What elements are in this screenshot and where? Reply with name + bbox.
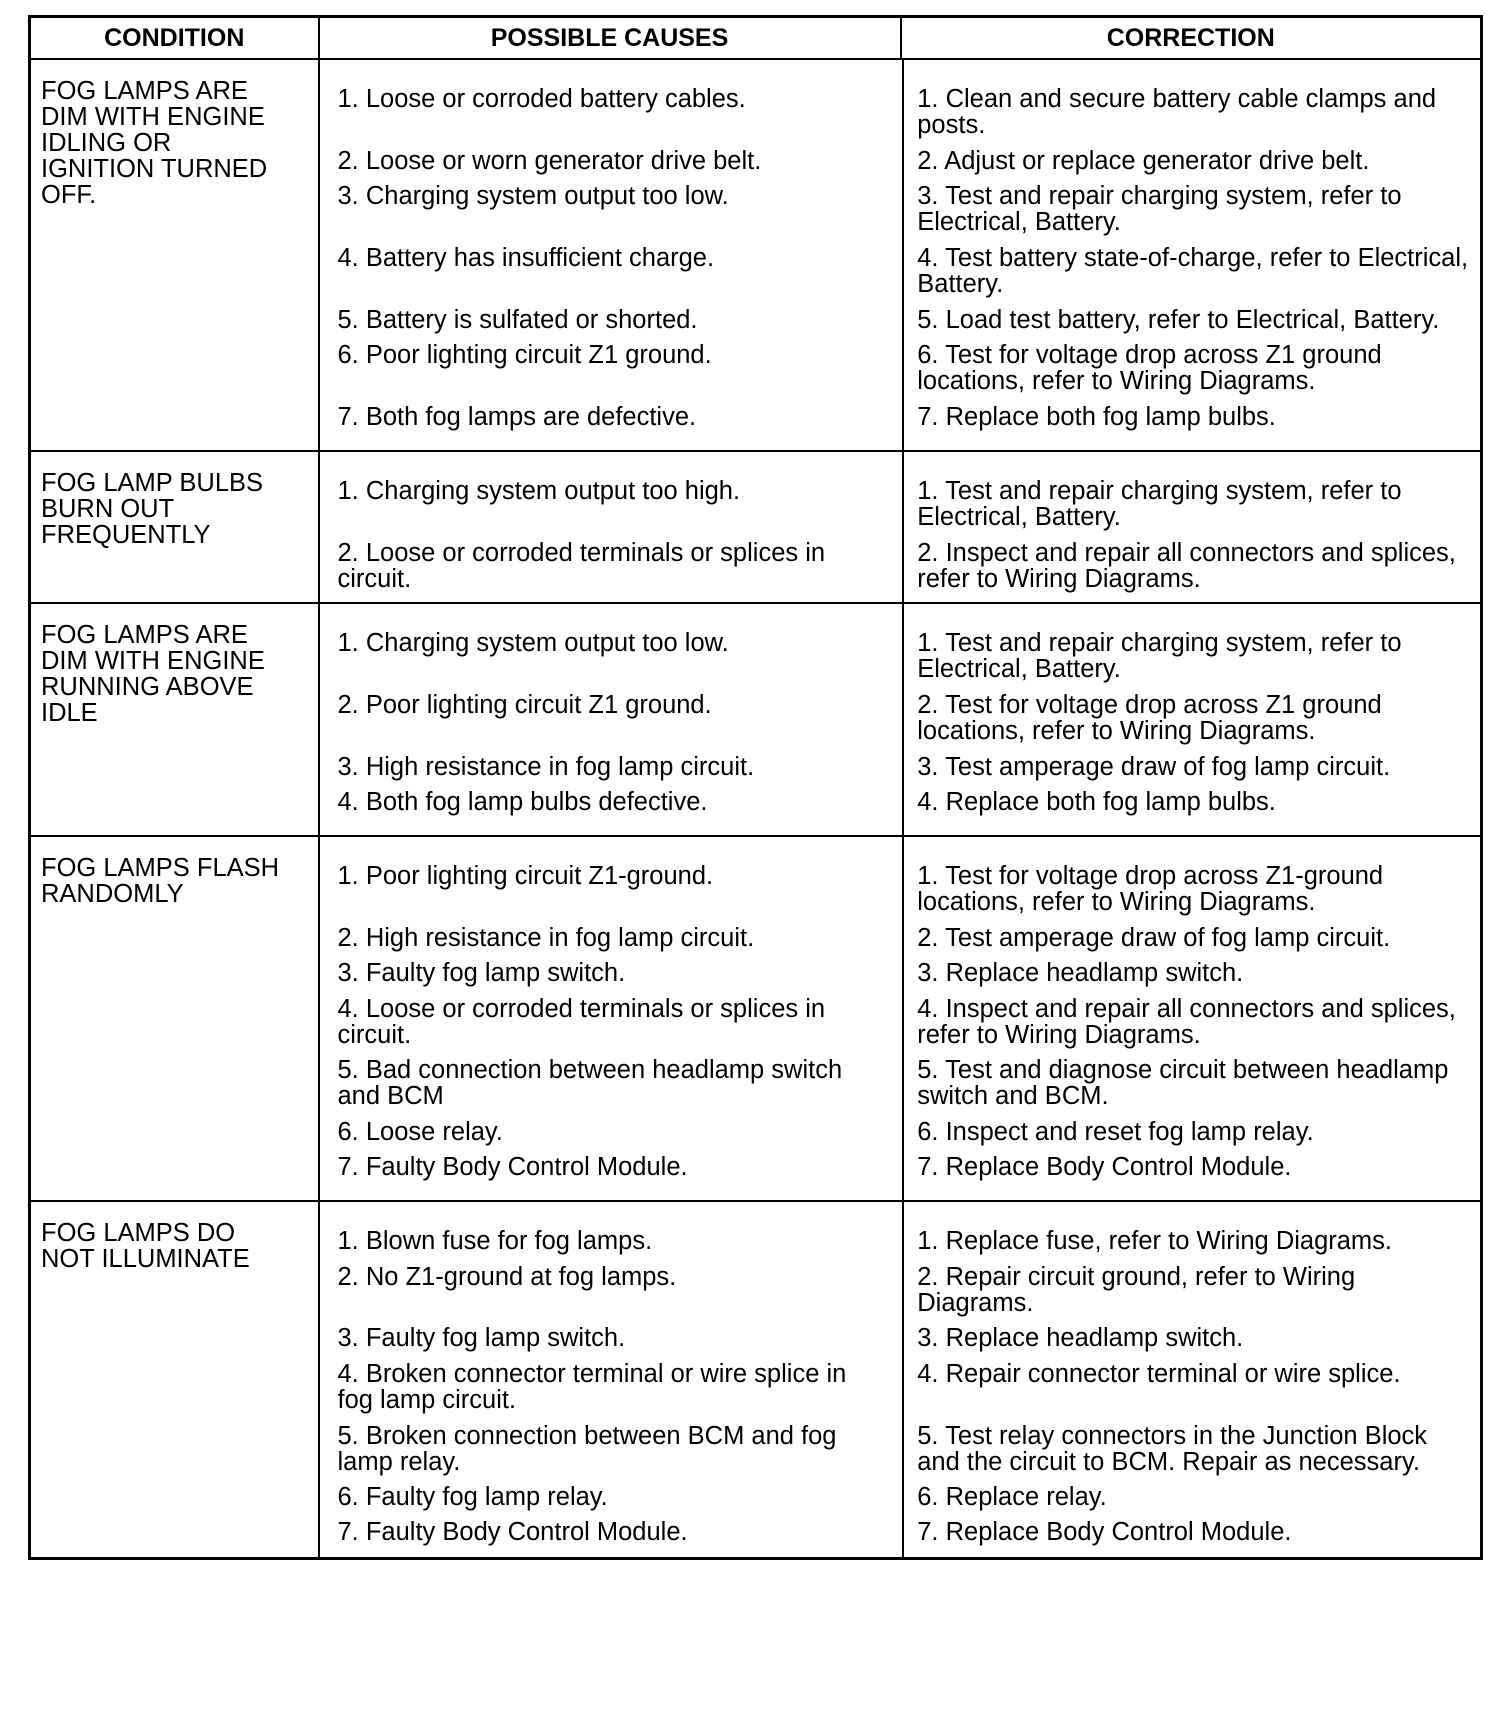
list-item: [320, 1228, 1481, 1254]
list-item: [320, 960, 1481, 986]
condition-cell: FOG LAMPS FLASH RANDOMLY: [30, 836, 319, 1201]
possible-cause: 2. High resistance in fog lamp circuit.: [337, 924, 755, 952]
cause-correction-cell: [319, 603, 1482, 836]
list-item: [320, 1154, 1481, 1180]
header-condition: CONDITION: [30, 17, 319, 60]
list-item: [320, 148, 1481, 174]
list-item: [320, 754, 1481, 780]
condition-cell: FOG LAMPS ARE DIM WITH ENGINE RUNNING ABOVE IDLE: [30, 603, 319, 836]
possible-cause: 4. Battery has insufficient charge.: [337, 244, 715, 272]
list-item: [320, 1264, 1481, 1316]
possible-cause: 7. Faulty Body Control Module.: [337, 1153, 688, 1181]
correction: 1. Test and repair charging system, refer to Electrical, Battery.: [917, 629, 1402, 683]
table-row: [30, 59, 1482, 451]
correction: 7. Replace Body Control Module.: [917, 1518, 1292, 1546]
correction: 3. Test amperage draw of fog lamp circuit.: [917, 753, 1391, 781]
list-item: [320, 404, 1481, 430]
possible-cause: 1. Charging system output too high.: [337, 477, 741, 505]
list-item: [320, 789, 1481, 815]
correction: 4. Inspect and repair all connectors and splices, refer to Wiring Diagrams.: [917, 995, 1456, 1049]
list-item: [320, 1423, 1481, 1475]
list-item: [320, 1057, 1481, 1109]
correction: 3. Replace headlamp switch.: [917, 1324, 1244, 1352]
possible-cause: 2. Poor lighting circuit Z1 ground.: [337, 691, 712, 719]
possible-cause: 7. Faulty Body Control Module.: [337, 1518, 688, 1546]
correction: 5. Test and diagnose circuit between headlamp switch and BCM.: [917, 1056, 1449, 1110]
table-row: [30, 1201, 1482, 1559]
condition-cell: FOG LAMP BULBS BURN OUT FREQUENTLY: [30, 451, 319, 603]
correction: 7. Replace both fog lamp bulbs.: [917, 403, 1276, 431]
possible-cause: 5. Bad connection between headlamp switch and BCM: [337, 1056, 843, 1110]
header-possible-causes: POSSIBLE CAUSES: [319, 17, 901, 60]
cause-correction-cell: [319, 59, 1482, 451]
list-item: [320, 1325, 1481, 1351]
possible-cause: 5. Broken connection between BCM and fog lamp relay.: [337, 1422, 837, 1476]
correction: 4. Test battery state-of-charge, refer to Electrical, Battery.: [917, 244, 1469, 298]
list-item: [320, 1484, 1481, 1510]
table-row: [30, 451, 1482, 603]
list-item: [320, 86, 1481, 138]
correction: 1. Test for voltage drop across Z1-ground locations, refer to Wiring Diagrams.: [917, 862, 1384, 916]
possible-cause: 5. Battery is sulfated or shorted.: [337, 306, 698, 334]
header-row: [30, 17, 1482, 60]
possible-cause: 4. Broken connector terminal or wire splice in fog lamp circuit.: [337, 1360, 847, 1414]
possible-cause: 3. Faulty fog lamp switch.: [337, 959, 626, 987]
possible-cause: 1. Loose or corroded battery cables.: [337, 85, 746, 113]
list-item: [320, 540, 1481, 592]
correction: 6. Replace relay.: [917, 1483, 1107, 1511]
possible-cause: 6. Poor lighting circuit Z1 ground.: [337, 341, 712, 369]
possible-cause: 3. Faulty fog lamp switch.: [337, 1324, 626, 1352]
correction: 3. Replace headlamp switch.: [917, 959, 1244, 987]
table-row: [30, 603, 1482, 836]
possible-cause: 4. Loose or corroded terminals or splices in circuit.: [337, 995, 826, 1049]
possible-cause: 6. Faulty fog lamp relay.: [337, 1483, 608, 1511]
correction: 6. Inspect and reset fog lamp relay.: [917, 1118, 1314, 1146]
correction: 4. Repair connector terminal or wire splice.: [917, 1360, 1401, 1388]
possible-cause: 6. Loose relay.: [337, 1118, 503, 1146]
table-body: [30, 59, 1482, 1559]
possible-cause: 2. Loose or corroded terminals or splices in circuit.: [337, 539, 826, 593]
correction: 6. Test for voltage drop across Z1 ground locations, refer to Wiring Diagrams.: [917, 341, 1382, 395]
cause-correction-cell: [319, 451, 1482, 603]
cause-correction-cell: [319, 1201, 1482, 1559]
correction: 5. Test relay connectors in the Junction Block and the circuit to BCM. Repair as necessary.: [917, 1422, 1428, 1476]
correction: 2. Test for voltage drop across Z1 ground locations, refer to Wiring Diagrams.: [917, 691, 1382, 745]
correction: 2. Inspect and repair all connectors and splices, refer to Wiring Diagrams.: [917, 539, 1456, 593]
list-item: [320, 996, 1481, 1048]
correction: 1. Replace fuse, refer to Wiring Diagrams.: [917, 1227, 1393, 1255]
possible-cause: 2. Loose or worn generator drive belt.: [337, 147, 762, 175]
list-item: [320, 1519, 1481, 1545]
correction: 1. Test and repair charging system, refer to Electrical, Battery.: [917, 477, 1402, 531]
list-item: [320, 925, 1481, 951]
list-item: [320, 478, 1481, 530]
possible-cause: 4. Both fog lamp bulbs defective.: [337, 788, 708, 816]
header-correction: CORRECTION: [901, 17, 1482, 60]
possible-cause: 3. Charging system output too low.: [337, 182, 729, 210]
table-row: [30, 836, 1482, 1201]
list-item: [320, 692, 1481, 744]
correction: 2. Test amperage draw of fog lamp circuit.: [917, 924, 1391, 952]
correction: 1. Clean and secure battery cable clamps and posts.: [917, 85, 1437, 139]
condition-cell: FOG LAMPS DO NOT ILLUMINATE: [30, 1201, 319, 1559]
correction: 2. Adjust or replace generator drive belt.: [917, 147, 1370, 175]
list-item: [320, 1119, 1481, 1145]
correction: 2. Repair circuit ground, refer to Wiring Diagrams.: [917, 1263, 1356, 1317]
list-item: [320, 183, 1481, 235]
cause-correction-cell: [319, 836, 1482, 1201]
condition-cell: FOG LAMPS ARE DIM WITH ENGINE IDLING OR IGNITION TURNED OFF.: [30, 59, 319, 451]
list-item: [320, 863, 1481, 915]
correction: 5. Load test battery, refer to Electrical, Battery.: [917, 306, 1440, 334]
possible-cause: 1. Charging system output too low.: [337, 629, 729, 657]
correction: 3. Test and repair charging system, refer to Electrical, Battery.: [917, 182, 1402, 236]
list-item: [320, 1361, 1481, 1413]
possible-cause: 1. Blown fuse for fog lamps.: [337, 1227, 653, 1255]
list-item: [320, 245, 1481, 297]
list-item: [320, 307, 1481, 333]
possible-cause: 7. Both fog lamps are defective.: [337, 403, 697, 431]
possible-cause: 2. No Z1-ground at fog lamps.: [337, 1263, 677, 1291]
possible-cause: 3. High resistance in fog lamp circuit.: [337, 753, 755, 781]
list-item: [320, 342, 1481, 394]
list-item: [320, 630, 1481, 682]
correction: 4. Replace both fog lamp bulbs.: [917, 788, 1276, 816]
correction: 7. Replace Body Control Module.: [917, 1153, 1292, 1181]
diagnosis-table: [28, 15, 1483, 1560]
possible-cause: 1. Poor lighting circuit Z1-ground.: [337, 862, 714, 890]
